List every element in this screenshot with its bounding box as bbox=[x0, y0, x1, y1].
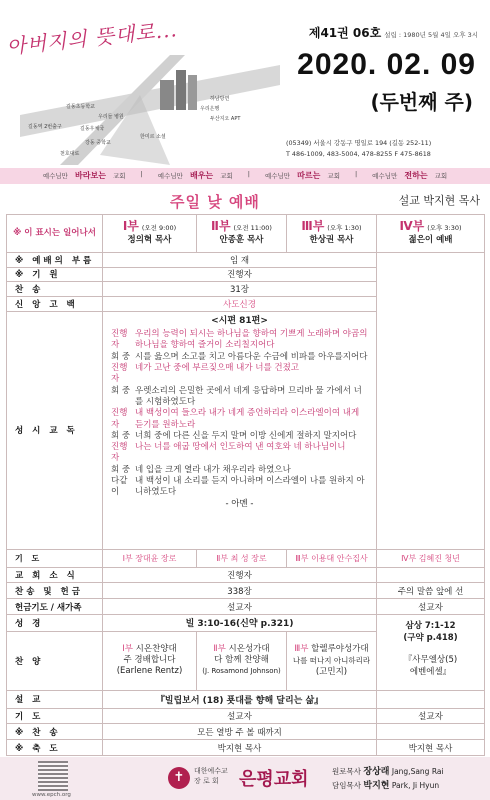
map-label: 강동 중학교 bbox=[85, 140, 111, 146]
scripture-value: 빌 3:10-16(신약 p.321) bbox=[103, 614, 377, 631]
row-value: 진행자 bbox=[103, 267, 377, 282]
standing-note: ※ 이 표시는 일어나서 bbox=[7, 215, 103, 253]
row-label: 신 앙 고 백 bbox=[7, 297, 103, 312]
row-value: 박지현 목사 bbox=[103, 740, 377, 756]
map-label: 하남방면 bbox=[210, 96, 230, 102]
prayer-part3: Ⅲ부 이용대 안수집사 bbox=[287, 549, 377, 567]
row-value: 모든 열방 주 볼 때까지 bbox=[103, 724, 377, 740]
motto-item: 예수님만 바라보는 교회 bbox=[42, 171, 126, 180]
row-label: 찬송 및 헌금 bbox=[7, 583, 103, 599]
table-row bbox=[7, 690, 485, 708]
prayer-part2: Ⅱ부 최 성 장로 bbox=[197, 549, 287, 567]
row-side: 박지현 목사 bbox=[377, 740, 485, 756]
row-side bbox=[377, 690, 485, 708]
row-side bbox=[377, 567, 485, 583]
col-part3: Ⅲ부 (오후 1:30) 한상권 목사 bbox=[287, 215, 377, 253]
table-row bbox=[7, 567, 485, 583]
anthem-part2: Ⅱ부 시온성가대 다 함께 찬양해 (J. Rosamond Johnson) bbox=[197, 631, 287, 690]
bulletin-date: 2020. 02. 09 bbox=[297, 48, 476, 81]
website-link[interactable]: www.epch.org bbox=[32, 792, 71, 798]
week-of-month: (두번째 주) bbox=[370, 90, 473, 114]
reading-line: 회 중 네 입을 크게 열라 내가 채우리라 하였으나 bbox=[111, 464, 291, 475]
row-label: ※ 찬 송 bbox=[7, 724, 103, 740]
prayer-part1: Ⅰ부 장대윤 장로 bbox=[103, 549, 197, 567]
service-title: 주일 낮 예배 bbox=[170, 193, 260, 211]
row-label: 설 교 bbox=[7, 690, 103, 708]
table-row bbox=[7, 708, 485, 724]
reading-line: 회 중 너희 중에 다른 신을 두지 말며 이방 신에게 절하지 말지어다 bbox=[111, 430, 357, 441]
volume-number: 제41권 06호 설립 : 1980년 5월 4일 오후 3시 bbox=[308, 26, 478, 40]
order-of-worship-table bbox=[6, 214, 485, 756]
table-header-row bbox=[7, 215, 485, 253]
map-label: 천호대로 bbox=[60, 151, 80, 157]
map-label: 길동우체국 bbox=[80, 126, 105, 132]
motto-item: 예수님만 배우는 교회 bbox=[157, 171, 233, 180]
logo-script: 아버지의 뜻대로... bbox=[5, 17, 179, 59]
table-row bbox=[7, 740, 485, 756]
row-label: 헌금기도 / 새가족 bbox=[7, 599, 103, 615]
youth-side-cell bbox=[377, 252, 485, 549]
row-side: 설교자 bbox=[377, 708, 485, 724]
preacher: 설교 박지현 목사 bbox=[398, 194, 480, 207]
col-part1: Ⅰ부 (오전 9:00) 정의혁 목사 bbox=[103, 215, 197, 253]
table-row bbox=[7, 252, 485, 267]
map-label: 우리은행 bbox=[200, 106, 220, 112]
table-row bbox=[7, 724, 485, 740]
row-label: 성 경 bbox=[7, 614, 103, 631]
elder-pastor: 원로목사 장상래 Jang,Sang Rai bbox=[332, 767, 444, 777]
row-value: 설교자 bbox=[103, 708, 377, 724]
map-label: 두산지오 APT bbox=[210, 116, 241, 122]
phone-line: T 486-1009, 483-5004, 478-8255 F 475-8618 bbox=[286, 150, 431, 158]
youth-scripture: 삼상 7:1-12 (구약 p.418) 『사무엘상(5) 에벤에셀』 bbox=[377, 614, 485, 690]
row-value: 진행자 bbox=[103, 567, 377, 583]
map-label: 길동역 2번출구 bbox=[28, 124, 62, 130]
row-side: 설교자 bbox=[377, 599, 485, 615]
table-row bbox=[7, 583, 485, 599]
founded-date: 설립 : 1980년 5월 4일 오후 3시 bbox=[384, 31, 478, 39]
prayer-row bbox=[7, 549, 485, 567]
reading-line: 진행자 나는 너를 애굽 땅에서 인도하여 낸 여호와 네 하나님이니 bbox=[111, 442, 346, 464]
church-address bbox=[286, 138, 476, 160]
row-value: 설교자 bbox=[103, 599, 377, 615]
bulletin-header bbox=[0, 0, 490, 168]
row-label: 찬 양 bbox=[7, 631, 103, 690]
reading-line: 진행자 우리의 능력이 되시는 하나님을 향하여 기쁘게 노래하며 야곱의 하나님을 향하여 즐거이 소리칠지어다 bbox=[111, 329, 368, 351]
pastor-list bbox=[332, 765, 482, 793]
map-label: 길동초등학교 bbox=[66, 104, 95, 110]
footer bbox=[0, 757, 490, 800]
row-label: ※ 축 도 bbox=[7, 740, 103, 756]
denomination: 대한예수교 장 로 회 bbox=[194, 767, 228, 785]
responsive-reading bbox=[103, 311, 377, 549]
reading-line: 회 중 시를 읊으며 소고를 치고 아름다운 수금에 비파를 아우를지어다 bbox=[111, 351, 368, 362]
motto-list: 예수님만 바라보는 교회 | 예수님만 배우는 교회 | 예수님만 따르는 교회 | 예수님만 전하는 교회 bbox=[0, 170, 490, 182]
row-label: ※ 기 원 bbox=[7, 267, 103, 282]
row-label: 찬 송 bbox=[7, 282, 103, 297]
map-labels bbox=[20, 55, 280, 165]
anthem-part3: Ⅲ부 할렐루야성가대 나를 떠나지 아니하리라 (고민지) bbox=[287, 631, 377, 690]
row-label: 교 회 소 식 bbox=[7, 567, 103, 583]
map-label: 우리들 병원 bbox=[98, 114, 124, 120]
row-label: 성 시 교 독 bbox=[7, 311, 103, 549]
row-value: 임 재 bbox=[103, 252, 377, 267]
reading-line: 회 중 우렛소리의 은밀한 곳에서 네게 응답하며 므리바 물 가에서 너를 시험하였도다 bbox=[111, 385, 362, 407]
motto-item: 예수님만 전하는 교회 bbox=[372, 171, 448, 180]
row-value: 31장 bbox=[103, 282, 377, 297]
reading-line: 진행자 내 백성이여 들으라 내가 네게 증언하리라 이스라엘이여 내게 듣기를 원하노라 bbox=[111, 408, 360, 430]
map-label: 한미르 소셜 bbox=[140, 134, 166, 140]
row-label: 기 도 bbox=[7, 708, 103, 724]
anthem-part1: Ⅰ부 시온찬양대 주 경배합니다 (Earlene Rentz) bbox=[103, 631, 197, 690]
col-part2: Ⅱ부 (오전 11:00) 안종훈 목사 bbox=[197, 215, 287, 253]
table-row bbox=[7, 614, 485, 631]
row-side: 주의 말씀 앞에 선 bbox=[377, 583, 485, 599]
reading-line: 진행자 네가 고난 중에 부르짖으매 내가 너를 건졌고 bbox=[111, 363, 300, 385]
church-logo-icon: ✝ bbox=[168, 767, 190, 789]
row-label: ※ 예배의 부름 bbox=[7, 252, 103, 267]
qr-code-icon[interactable] bbox=[38, 761, 68, 791]
motto-item: 예수님만 따르는 교회 bbox=[264, 171, 340, 180]
reading-title: <시편 81편> bbox=[211, 315, 268, 326]
prayer-part4: Ⅳ부 김혜진 청년 bbox=[377, 549, 485, 567]
row-value: 338장 bbox=[103, 583, 377, 599]
reading-amen: - 아멘 - bbox=[225, 498, 254, 509]
table-row bbox=[7, 599, 485, 615]
service-header bbox=[0, 188, 490, 212]
reading-line: 다같이 내 백성이 내 소리를 듣지 아니하며 이스라엘이 나를 원하지 아니하였도다 bbox=[111, 475, 365, 498]
church-name: 은평교회 bbox=[239, 769, 309, 790]
row-value: 사도신경 bbox=[103, 297, 377, 312]
col-part4: Ⅳ부 (오후 3:30) 젊은이 예배 bbox=[377, 215, 485, 253]
sermon-title: 『빌립보서 (18) 푯대를 향해 달리는 삶』 bbox=[103, 690, 377, 708]
row-side bbox=[377, 724, 485, 740]
address-line: (05349) 서울시 강동구 명일로 194 (길동 252-11) bbox=[286, 139, 432, 147]
senior-pastor: 담임목사 박지현 Park, Ji Hyun bbox=[332, 781, 440, 791]
row-label: 기 도 bbox=[7, 549, 103, 567]
